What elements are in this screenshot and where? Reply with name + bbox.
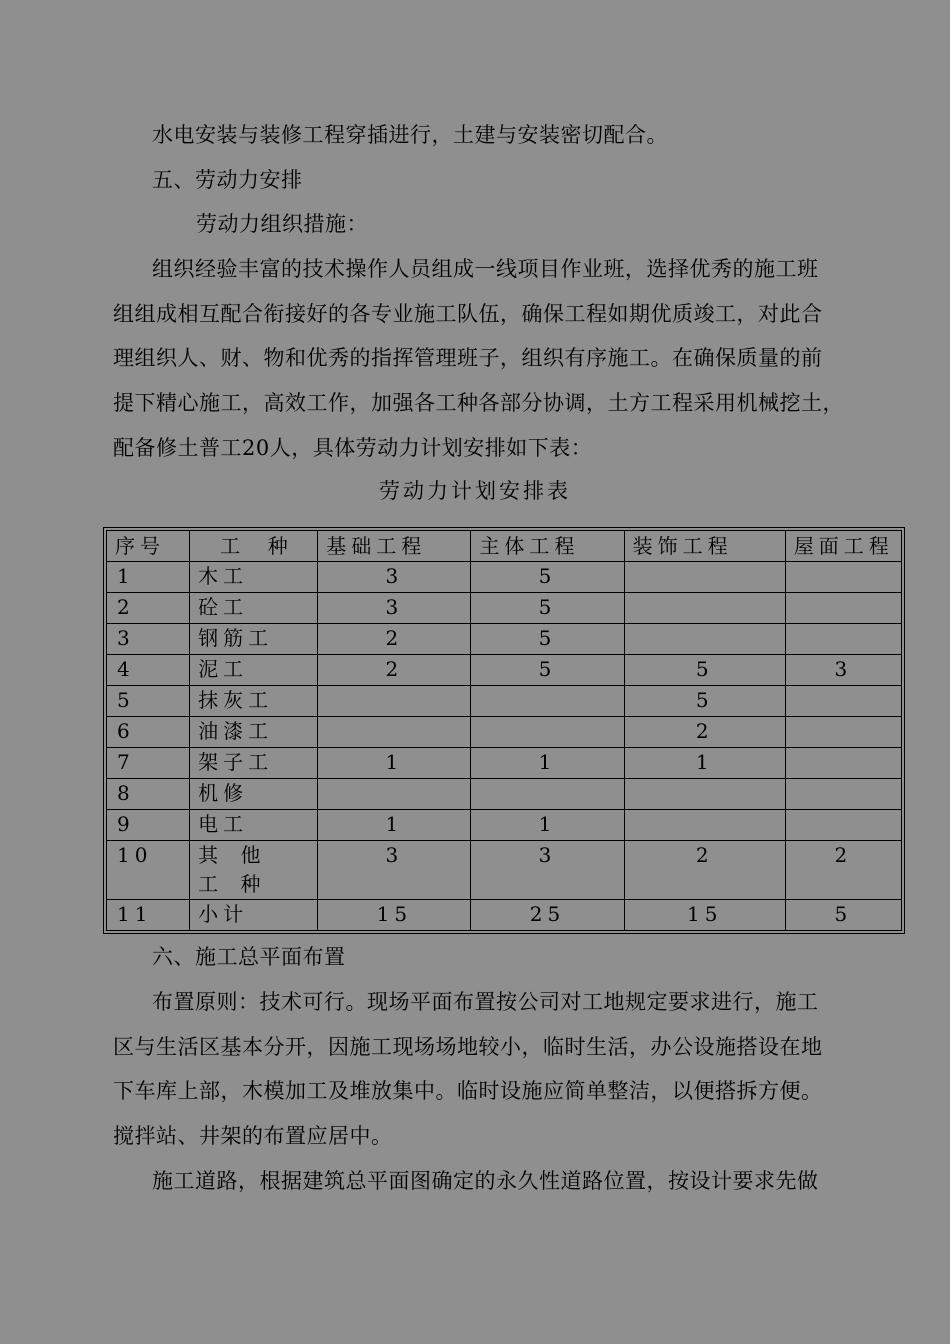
row-number: 6 <box>107 717 190 748</box>
cell-value: 2 <box>318 624 471 655</box>
row-number: 10 <box>107 841 190 900</box>
trade-name: 架子工 <box>190 748 318 779</box>
paragraph-line: 搅拌站、井架的布置应居中。 <box>113 1124 393 1148</box>
cell-value <box>471 717 624 748</box>
cell-value: 5 <box>471 655 624 686</box>
cell-value: 1 <box>624 748 785 779</box>
paragraph-line: 区与生活区基本分开，因施工现场场地较小，临时生活，办公设施搭设在地 <box>113 1035 823 1059</box>
labor-table <box>103 527 905 934</box>
table-row <box>107 841 902 900</box>
trade-name: 机修 <box>190 779 318 810</box>
section-heading: 六、施工总平面布置 <box>152 945 346 969</box>
subheading: 劳动力组织措施： <box>196 212 368 236</box>
column-header: 装饰工程 <box>624 531 785 562</box>
row-number: 5 <box>107 686 190 717</box>
table-row <box>107 717 902 748</box>
column-header: 序号 <box>107 531 190 562</box>
cell-value: 25 <box>471 900 624 931</box>
table-row <box>107 779 902 810</box>
cell-value: 1 <box>471 810 624 841</box>
cell-value <box>624 810 785 841</box>
cell-value: 5 <box>471 562 624 593</box>
row-number: 1 <box>107 562 190 593</box>
cell-value: 3 <box>318 841 471 900</box>
cell-value: 3 <box>318 593 471 624</box>
cell-value <box>471 779 624 810</box>
table-header-row <box>107 531 902 562</box>
cell-value: 2 <box>624 717 785 748</box>
section-heading: 五、劳动力安排 <box>152 168 303 192</box>
table-row <box>107 562 902 593</box>
cell-value <box>785 686 901 717</box>
table-row <box>107 686 902 717</box>
cell-value: 3 <box>785 655 901 686</box>
cell-value: 2 <box>624 841 785 900</box>
trade-name: 其 他 工 种 <box>190 841 318 900</box>
paragraph-line: 施工道路，根据建筑总平面图确定的永久性道路位置，按设计要求先做 <box>152 1169 819 1193</box>
cell-value: 15 <box>318 900 471 931</box>
trade-name: 抹灰工 <box>190 686 318 717</box>
cell-value: 1 <box>318 810 471 841</box>
trade-name: 砼工 <box>190 593 318 624</box>
table-caption: 劳动力计划安排表 <box>379 479 571 503</box>
column-header: 屋面工程 <box>785 531 901 562</box>
cell-value <box>624 562 785 593</box>
cell-value <box>785 593 901 624</box>
trade-name: 钢筋工 <box>190 624 318 655</box>
cell-value <box>785 562 901 593</box>
cell-value: 5 <box>785 900 901 931</box>
paragraph-line: 下车库上部，木模加工及堆放集中。临时设施应简单整洁，以便搭拆方便。 <box>113 1079 823 1103</box>
row-number: 2 <box>107 593 190 624</box>
cell-value: 2 <box>318 655 471 686</box>
cell-value: 15 <box>624 900 785 931</box>
paragraph-line: 理组织人、财、物和优秀的指挥管理班子，组织有序施工。在确保质量的前 <box>113 346 823 370</box>
cell-value <box>785 717 901 748</box>
cell-value <box>471 686 624 717</box>
row-number: 11 <box>107 900 190 931</box>
column-header: 工 种 <box>190 531 318 562</box>
row-number: 9 <box>107 810 190 841</box>
cell-value <box>624 593 785 624</box>
cell-value <box>624 779 785 810</box>
cell-value <box>318 779 471 810</box>
column-header: 主体工程 <box>471 531 624 562</box>
cell-value: 2 <box>785 841 901 900</box>
trade-name: 泥工 <box>190 655 318 686</box>
cell-value: 1 <box>318 748 471 779</box>
cell-value <box>318 686 471 717</box>
paragraph-line: 组织经验丰富的技术操作人员组成一线项目作业班，选择优秀的施工班 <box>152 257 819 281</box>
cell-value <box>785 779 901 810</box>
cell-value: 1 <box>471 748 624 779</box>
table-row <box>107 748 902 779</box>
row-number: 8 <box>107 779 190 810</box>
cell-value: 3 <box>471 841 624 900</box>
cell-value <box>785 624 901 655</box>
paragraph-line: 组组成相互配合衔接好的各专业施工队伍，确保工程如期优质竣工，对此合 <box>113 302 823 326</box>
table-row <box>107 624 902 655</box>
paragraph-line: 提下精心施工，高效工作，加强各工种各部分协调，土方工程采用机械挖土， <box>113 391 844 415</box>
cell-value: 3 <box>318 562 471 593</box>
cell-value <box>785 810 901 841</box>
table-row <box>107 810 902 841</box>
row-number: 7 <box>107 748 190 779</box>
paragraph-line: 水电安装与装修工程穿插进行，土建与安装密切配合。 <box>152 123 668 147</box>
table-row <box>107 593 902 624</box>
row-number: 4 <box>107 655 190 686</box>
cell-value <box>624 624 785 655</box>
column-header: 基础工程 <box>318 531 471 562</box>
table-row <box>107 655 902 686</box>
cell-value: 5 <box>624 655 785 686</box>
cell-value: 5 <box>471 624 624 655</box>
trade-name: 木工 <box>190 562 318 593</box>
paragraph-line: 配备修土普工20人，具体劳动力计划安排如下表： <box>113 436 593 460</box>
row-number: 3 <box>107 624 190 655</box>
cell-value: 5 <box>471 593 624 624</box>
paragraph-line: 布置原则：技术可行。现场平面布置按公司对工地规定要求进行，施工 <box>152 990 819 1014</box>
table-row <box>107 900 902 931</box>
trade-name: 油漆工 <box>190 717 318 748</box>
trade-name: 小计 <box>190 900 318 931</box>
cell-value: 5 <box>624 686 785 717</box>
trade-name: 电工 <box>190 810 318 841</box>
cell-value <box>785 748 901 779</box>
cell-value <box>318 717 471 748</box>
